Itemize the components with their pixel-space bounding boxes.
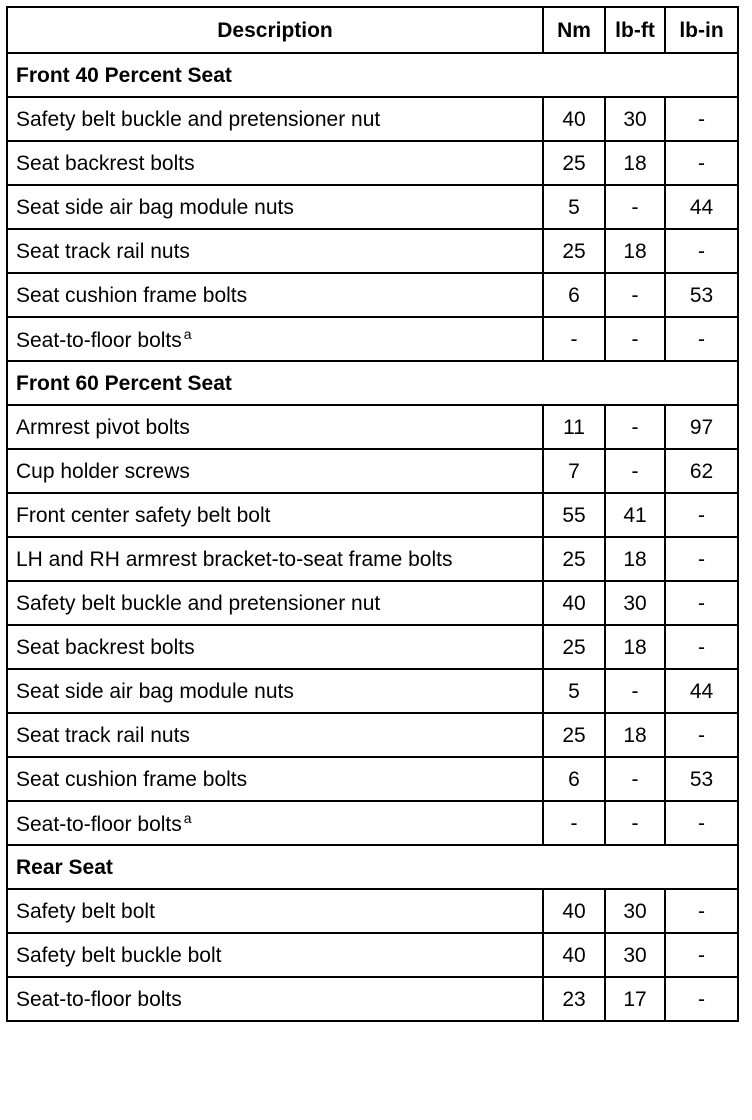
footnote-marker: a: [183, 810, 192, 826]
nm-value: 25: [543, 229, 605, 273]
lbft-value: 30: [605, 97, 665, 141]
table-row: [7, 977, 738, 1021]
lbft-value: -: [605, 317, 665, 361]
header-nm: Nm: [543, 7, 605, 53]
table-row: [7, 273, 738, 317]
description-text: Seat cushion frame bolts: [16, 283, 248, 307]
description-cell: [7, 317, 543, 361]
lbft-value: -: [605, 801, 665, 845]
section-header-row: [7, 53, 738, 97]
description-cell: [7, 185, 543, 229]
nm-value: -: [543, 317, 605, 361]
description-cell: [7, 449, 543, 493]
lbft-value: -: [605, 669, 665, 713]
table-row: [7, 713, 738, 757]
lbft-value: 30: [605, 581, 665, 625]
lbft-value: 18: [605, 141, 665, 185]
lbin-value: -: [665, 889, 738, 933]
section-title: Rear Seat: [7, 845, 738, 889]
lbft-value: 18: [605, 625, 665, 669]
table-row: [7, 97, 738, 141]
header-lbin: lb-in: [665, 7, 738, 53]
description-text: Seat backrest bolts: [16, 151, 195, 175]
lbin-value: -: [665, 933, 738, 977]
lbin-value: 53: [665, 757, 738, 801]
description-text: Safety belt buckle bolt: [16, 943, 222, 967]
table-row: [7, 185, 738, 229]
lbin-value: 97: [665, 405, 738, 449]
lbin-value: -: [665, 97, 738, 141]
table-row: [7, 625, 738, 669]
description-text: Seat side air bag module nuts: [16, 195, 294, 219]
description-cell: [7, 801, 543, 845]
description-cell: [7, 757, 543, 801]
lbin-value: 44: [665, 185, 738, 229]
lbin-value: -: [665, 713, 738, 757]
nm-value: 25: [543, 141, 605, 185]
lbin-value: -: [665, 977, 738, 1021]
lbft-value: 18: [605, 229, 665, 273]
table-header-row: [7, 7, 738, 53]
nm-value: 40: [543, 889, 605, 933]
table-row: [7, 141, 738, 185]
table-row: [7, 933, 738, 977]
nm-value: 25: [543, 537, 605, 581]
lbft-value: 18: [605, 713, 665, 757]
lbin-value: -: [665, 317, 738, 361]
description-cell: [7, 625, 543, 669]
description-text: Seat-to-floor bolts: [16, 329, 182, 352]
lbin-value: -: [665, 581, 738, 625]
table-row: [7, 889, 738, 933]
lbft-value: -: [605, 185, 665, 229]
description-text: Safety belt buckle and pretensioner nut: [16, 107, 381, 131]
nm-value: 55: [543, 493, 605, 537]
description-text: Seat cushion frame bolts: [16, 767, 248, 791]
section-header-row: [7, 361, 738, 405]
description-cell: [7, 977, 543, 1021]
lbin-value: 62: [665, 449, 738, 493]
section-title: Front 40 Percent Seat: [7, 53, 738, 97]
nm-value: 40: [543, 97, 605, 141]
table-row: [7, 669, 738, 713]
lbin-value: -: [665, 141, 738, 185]
lbin-value: -: [665, 537, 738, 581]
description-text: Front center safety belt bolt: [16, 503, 271, 527]
nm-value: 11: [543, 405, 605, 449]
description-cell: [7, 889, 543, 933]
description-text: Cup holder screws: [16, 459, 190, 483]
description-text: Seat-to-floor bolts: [16, 813, 182, 836]
lbft-value: 30: [605, 933, 665, 977]
description-text: Seat-to-floor bolts: [16, 987, 182, 1011]
nm-value: 6: [543, 273, 605, 317]
nm-value: 40: [543, 581, 605, 625]
description-text: Seat track rail nuts: [16, 723, 190, 747]
table-row: [7, 493, 738, 537]
description-text: Safety belt bolt: [16, 899, 155, 923]
lbin-value: 53: [665, 273, 738, 317]
lbin-value: -: [665, 229, 738, 273]
lbin-value: -: [665, 801, 738, 845]
table-row: [7, 449, 738, 493]
description-text: Seat backrest bolts: [16, 635, 195, 659]
description-cell: [7, 229, 543, 273]
description-cell: [7, 273, 543, 317]
description-text: Armrest pivot bolts: [16, 415, 190, 439]
table-row: [7, 801, 738, 845]
lbft-value: 18: [605, 537, 665, 581]
description-cell: [7, 537, 543, 581]
lbft-value: -: [605, 405, 665, 449]
table-row: [7, 405, 738, 449]
nm-value: -: [543, 801, 605, 845]
section-title: Front 60 Percent Seat: [7, 361, 738, 405]
description-cell: [7, 713, 543, 757]
header-lbft: lb-ft: [605, 7, 665, 53]
nm-value: 40: [543, 933, 605, 977]
description-text: Seat track rail nuts: [16, 239, 190, 263]
description-cell: [7, 933, 543, 977]
section-header-row: [7, 845, 738, 889]
description-text: LH and RH armrest bracket-to-seat frame bolts: [16, 547, 453, 571]
table-row: [7, 757, 738, 801]
nm-value: 6: [543, 757, 605, 801]
header-description: Description: [7, 7, 543, 53]
lbft-value: -: [605, 449, 665, 493]
lbft-value: 17: [605, 977, 665, 1021]
lbin-value: -: [665, 493, 738, 537]
nm-value: 5: [543, 185, 605, 229]
nm-value: 5: [543, 669, 605, 713]
description-cell: [7, 405, 543, 449]
table-body: [7, 53, 738, 1021]
lbft-value: 30: [605, 889, 665, 933]
nm-value: 25: [543, 713, 605, 757]
torque-spec-table: [6, 6, 739, 1022]
lbin-value: -: [665, 625, 738, 669]
nm-value: 23: [543, 977, 605, 1021]
lbft-value: -: [605, 757, 665, 801]
description-text: Seat side air bag module nuts: [16, 679, 294, 703]
lbin-value: 44: [665, 669, 738, 713]
lbft-value: -: [605, 273, 665, 317]
table-row: [7, 229, 738, 273]
description-cell: [7, 581, 543, 625]
nm-value: 25: [543, 625, 605, 669]
description-cell: [7, 97, 543, 141]
nm-value: 7: [543, 449, 605, 493]
description-cell: [7, 493, 543, 537]
description-text: Safety belt buckle and pretensioner nut: [16, 591, 381, 615]
lbft-value: 41: [605, 493, 665, 537]
table-row: [7, 581, 738, 625]
table-row: [7, 317, 738, 361]
table-row: [7, 537, 738, 581]
footnote-marker: a: [183, 326, 192, 342]
description-cell: [7, 141, 543, 185]
description-cell: [7, 669, 543, 713]
